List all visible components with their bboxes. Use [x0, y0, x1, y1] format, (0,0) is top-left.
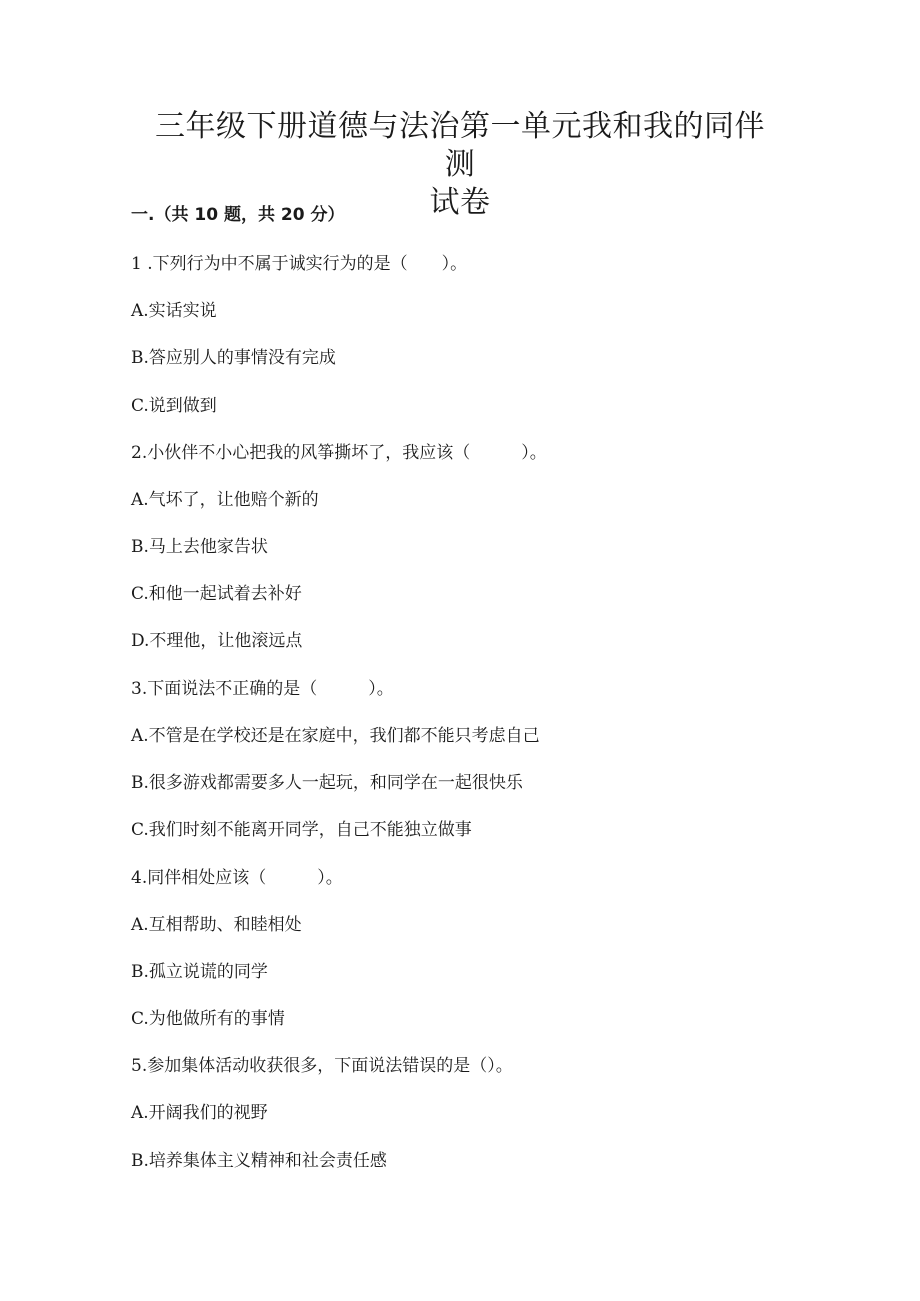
question-4-stem: 4.同伴相处应该（ ）。 — [131, 868, 343, 888]
title-line-2: 试卷 — [429, 185, 491, 220]
question-1-option-b: B.答应别人的事情没有完成 — [131, 348, 336, 368]
question-5-option-a: A.开阔我们的视野 — [131, 1103, 268, 1123]
question-3-stem: 3.下面说法不正确的是（ ）。 — [131, 679, 394, 699]
question-2-option-d: D.不理他，让他滚远点 — [131, 631, 303, 651]
question-2-stem: 2.小伙伴不小心把我的风筝撕坏了，我应该（ ）。 — [131, 443, 547, 463]
title-line-1: 三年级下册道德与法治第一单元我和我的同伴测 — [155, 109, 765, 182]
question-1-option-c: C.说到做到 — [131, 396, 217, 416]
question-3-option-a: A.不管是在学校还是在家庭中，我们都不能只考虑自己 — [131, 726, 540, 746]
question-2-option-a: A.气坏了，让他赔个新的 — [131, 490, 319, 510]
question-1-option-a: A.实话实说 — [131, 301, 217, 321]
question-5-stem: 5.参加集体活动收获很多，下面说法错误的是（）。 — [131, 1056, 513, 1076]
question-3-option-b: B.很多游戏都需要多人一起玩，和同学在一起很快乐 — [131, 773, 523, 793]
section-heading: 一.（共 10 题，共 20 分） — [131, 205, 345, 225]
question-2-option-b: B.马上去他家告状 — [131, 537, 268, 557]
question-3-option-c: C.我们时刻不能离开同学，自己不能独立做事 — [131, 820, 472, 840]
question-5-option-b: B.培养集体主义精神和社会责任感 — [131, 1151, 387, 1171]
question-4-option-b: B.孤立说谎的同学 — [131, 962, 268, 982]
question-4-option-a: A.互相帮助、和睦相处 — [131, 915, 302, 935]
question-1-stem: 1 .下列行为中不属于诚实行为的是（ ）。 — [131, 254, 468, 274]
question-4-option-c: C.为他做所有的事情 — [131, 1009, 285, 1029]
question-2-option-c: C.和他一起试着去补好 — [131, 584, 302, 604]
